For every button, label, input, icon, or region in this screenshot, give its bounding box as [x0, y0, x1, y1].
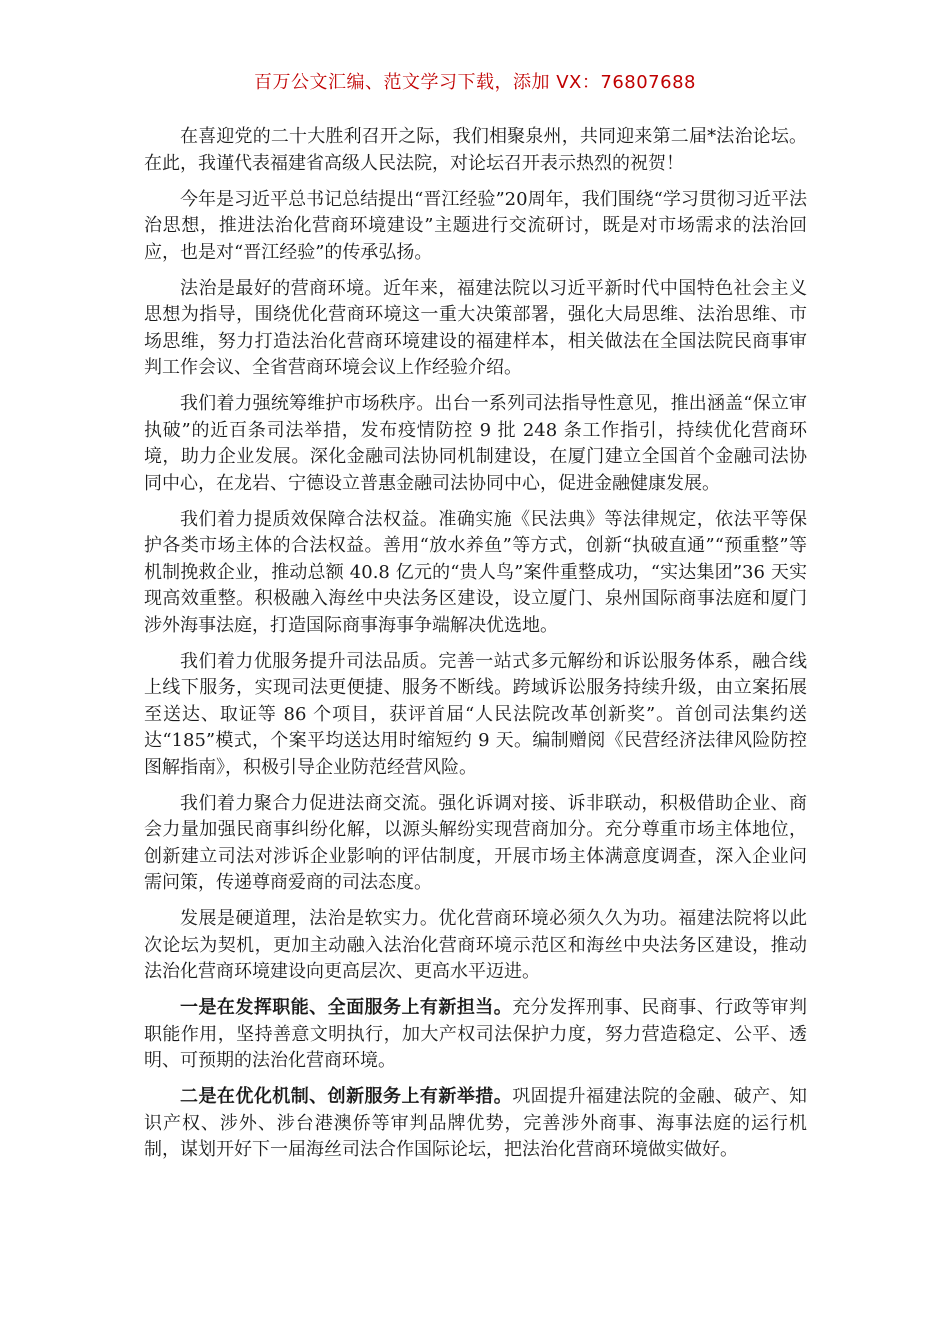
paragraph-text: 我们着力聚合力促进法商交流。强化诉调对接、诉非联动，积极借助企业、商会力量加强民商事纠纷化解，以源头解纷实现营商加分。充分尊重市场主体地位，创新建立司法对涉诉企业影响的评估制度，开展市场主体满意度调查，深入企业问需问策，传递尊商爱商的司法态度。 — [144, 792, 807, 893]
watermark-header: 百万公文汇编、范文学习下载，添加 VX：76807688 — [254, 72, 696, 93]
paragraph — [144, 507, 807, 640]
paragraph-text: 巩固提升福建法院的金融、破产、知识产权、涉外、涉台港澳侨等审判品牌优势，完善涉外商事、海事法庭的运行机制，谋划开好下一届海丝司法合作国际论坛，把法治化营商环境做实做好。 — [144, 1086, 808, 1160]
paragraph-text: 充分发挥刑事、民商事、行政等审判职能作用，坚持善意文明执行，加大产权司法保护力度，努力营造稳定、公平、透明、可预期的法治化营商环境。 — [144, 997, 808, 1071]
paragraph-text: 法治是最好的营商环境。近年来，福建法院以习近平新时代中国特色社会主义思想为指导，围绕优化营商环境这一重大决策部署，强化大局思维、法治思维、市场思维，努力打造法治化营商环境建设的福建样本，相关做法在全国法院民商事审判工作会议、全省营商环境会议上作经验介绍。 — [144, 277, 807, 378]
paragraph — [144, 995, 807, 1075]
paragraph-text: 我们着力优服务提升司法品质。完善一站式多元解纷和诉讼服务体系，融合线上线下服务，实现司法更便捷、服务不断线。跨域诉讼服务持续升级，由立案拓展至送达、取证等 86 个项目，获评首届“人民法院改革创新奖”。首创司法集约送达“185”模式，个案平均送达用时缩短约 9 天。编制赠阅《民营经济法律风险防控图解指南》，积极引导企业防范经营风险。 — [144, 650, 807, 778]
paragraph — [144, 276, 807, 382]
paragraph — [144, 124, 807, 177]
paragraph — [144, 187, 807, 267]
paragraph-text: 我们着力提质效保障合法权益。准确实施《民法典》等法律规定，依法平等保护各类市场主体的合法权益。善用“放水养鱼”等方式，创新“执破直通”“预重整”等机制挽救企业，推动总额 40.8 亿元的“贵人鸟”案件重整成功，“实达集团”36 天实现高效重整。积极融入海丝中央法务区建设，设立厦门、泉州国际商事法庭和厦门涉外海事法庭，打造国际商事海事争端解决优选地。 — [144, 508, 807, 636]
paragraph — [144, 906, 807, 986]
paragraph-text: 发展是硬道理，法治是软实力。优化营商环境必须久久为功。福建法院将以此次论坛为契机，更加主动融入法治化营商环境示范区和海丝中央法务区建设，推动法治化营商环境建设向更高层次、更高水平迈进。 — [144, 908, 807, 982]
paragraph-text: 今年是习近平总书记总结提出“晋江经验”20周年，我们围绕“学习贯彻习近平法治思想，推进法治化营商环境建设”主题进行交流研讨，既是对市场需求的法治回应，也是对“晋江经验”的传承弘扬。 — [144, 188, 807, 263]
paragraph — [144, 391, 807, 497]
paragraph-lead: 一是在发挥职能、全面服务上有新担当。 — [180, 997, 513, 1018]
paragraph-lead: 二是在优化机制、创新服务上有新举措。 — [180, 1086, 513, 1107]
document-body — [144, 124, 807, 1173]
paragraph — [144, 649, 807, 782]
paragraph — [144, 1084, 807, 1164]
paragraph-text: 我们着力强统筹维护市场秩序。出台一系列司法指导性意见，推出涵盖“保立审执破”的近百条司法举措，发布疫情防控 9 批 248 条工作指引，持续优化营商环境，助力企业发展。深化金融司法协同机制建设，在厦门建立全国首个金融司法协同中心，在龙岩、宁德设立普惠金融司法协同中心，促进金融健康发展。 — [144, 393, 807, 494]
paragraph — [144, 791, 807, 897]
paragraph-text: 在喜迎党的二十大胜利召开之际，我们相聚泉州，共同迎来第二届*法治论坛。在此，我谨代表福建省高级人民法院，对论坛召开表示热烈的祝贺！ — [144, 126, 807, 174]
